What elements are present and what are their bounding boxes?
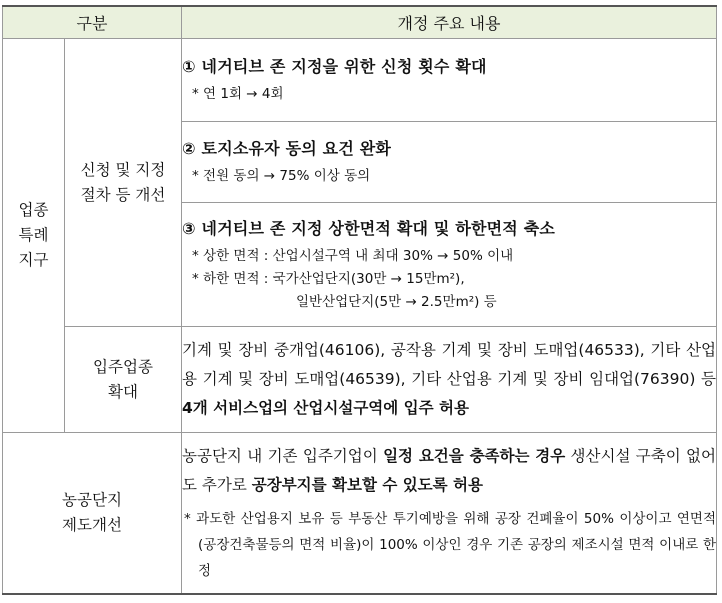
- category-farm-complex: 농공단지 제도개선: [3, 433, 182, 595]
- industry-highlight: 4개 서비스업의 산업시설구역에 입주 허용: [182, 399, 469, 417]
- reform-table: [2, 5, 717, 595]
- item2-title: ② 토지소유자 동의 요건 완화: [182, 139, 392, 158]
- industry-cell: [182, 327, 717, 433]
- item3-title: ③ 네거티브 존 지정 상한면적 확대 및 하한면적 축소: [182, 218, 556, 238]
- item3-cell: [182, 203, 717, 327]
- item1-title: ① 네거티브 존 지정을 위한 신청 횟수 확대: [182, 57, 487, 76]
- item3-note-lower-cont: 일반산업단지(5만 → 2.5만m²) 등: [296, 293, 497, 310]
- industry-text: 기계 및 장비 중개업(46106), 공작용 기계 및 장비 도매업(46533), 기타 산업용 기계 및 장비 도매업(46539), 기타 산업용 기계 및 장비 임대업(76390) 등 4개 서비스업의 산업시설구역에 입주 허용: [182, 341, 717, 417]
- item3-note-upper: * 상한 면적 : 산업시설구역 내 최대 30% → 50% 이내: [192, 247, 514, 264]
- item3-note-lower: * 하한 면적 : 국가산업단지(30만 → 15만m²),: [192, 270, 465, 287]
- row-industry: [3, 327, 717, 433]
- item1-note: * 연 1회 → 4회: [192, 86, 284, 102]
- subcategory-industry: 입주업종 확대: [65, 327, 182, 433]
- header-row: [3, 6, 717, 39]
- header-category: 구분: [3, 6, 182, 39]
- item2-cell: [182, 122, 717, 203]
- farm-note: * 과도한 산업용지 보유 등 부동산 투기예방을 위해 공장 건폐율이 50% 이상이고 연면적(공장건축물등의 면적 비율)이 100% 이상인 경우 기존 공장의 제조시설 면적 이내로 한정: [184, 511, 717, 579]
- subcategory-procedure: 신청 및 지정 절차 등 개선: [65, 39, 182, 327]
- header-content: 개정 주요 내용: [182, 6, 717, 39]
- farm-text: 농공단지 내 기존 입주기업이 일정 요건을 충족하는 경우 생산시설 구축이 없어도 추가로 공장부지를 확보할 수 있도록 허용: [182, 447, 717, 494]
- row-item1: [3, 39, 717, 122]
- farm-cell: [182, 433, 717, 595]
- item1-cell: [182, 39, 717, 122]
- row-farm: [3, 433, 717, 595]
- category-special-zone: 업종 특례 지구: [3, 39, 65, 433]
- item2-note: * 전원 동의 → 75% 이상 동의: [192, 168, 371, 184]
